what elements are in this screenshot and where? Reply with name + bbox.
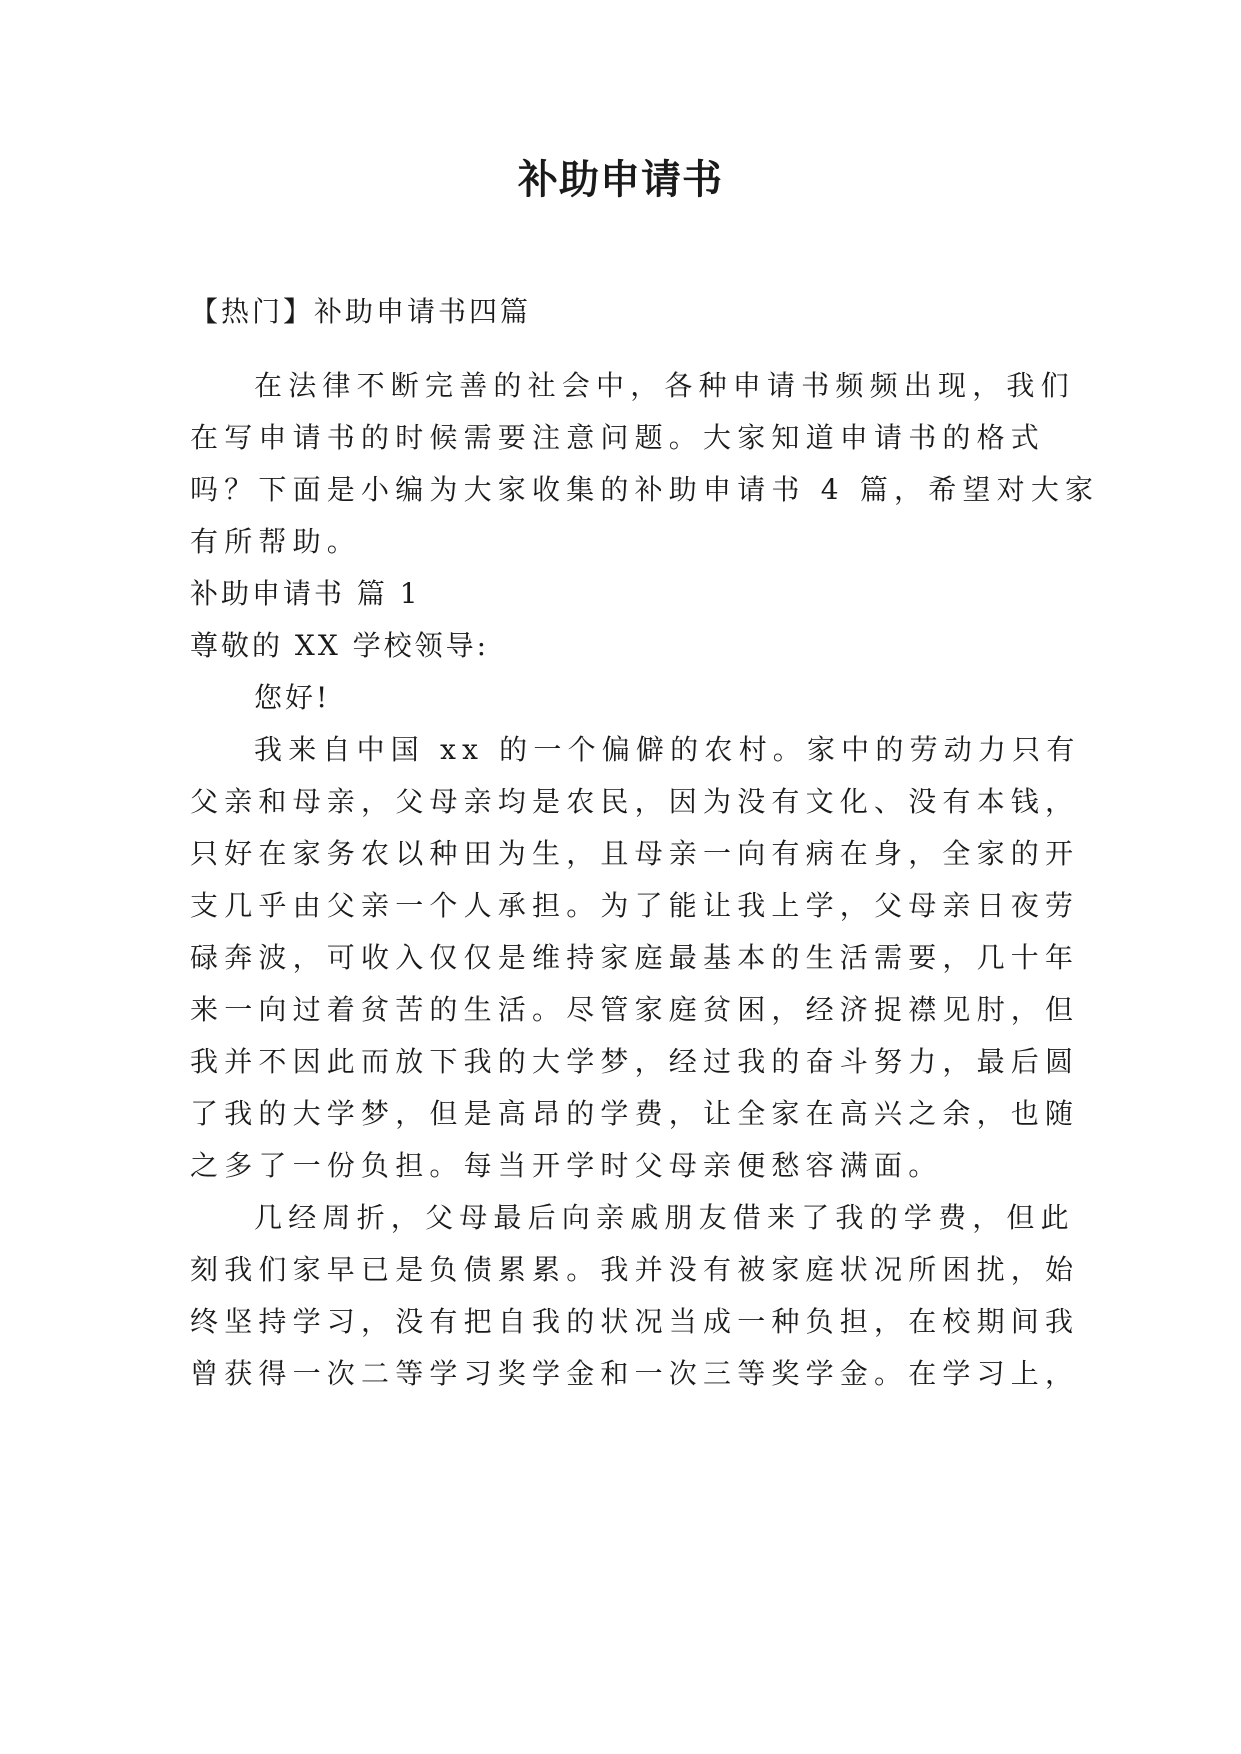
intro-line: 有所帮助。 [190,525,362,558]
intro-line: 吗？下面是小编为大家收集的补助申请书 4 篇，希望对大家 [190,473,1100,506]
paragraph-line: 曾获得一次二等学习奖学金和一次三等奖学金。在学习上， [190,1357,1080,1390]
paragraph-line: 了我的大学梦，但是高昂的学费，让全家在高兴之余，也随 [190,1097,1080,1130]
letter-greeting: 您好! [254,681,331,714]
document-title: 补助申请书 [518,157,723,203]
paragraph-line: 来一向过着贫苦的生活。尽管家庭贫困，经济捉襟见肘，但 [190,993,1080,1026]
paragraph-line: 我来自中国 xx 的一个偏僻的农村。家中的劳动力只有 [254,733,1081,766]
section-heading: 补助申请书 篇 1 [190,577,421,610]
paragraph-line: 碌奔波，可收入仅仅是维持家庭最基本的生活需要，几十年 [190,941,1080,974]
paragraph-line: 支几乎由父亲一个人承担。为了能让我上学，父母亲日夜劳 [190,889,1080,922]
paragraph-line: 几经周折，父母最后向亲戚朋友借来了我的学费，但此 [254,1201,1075,1234]
paragraph-line: 之多了一份负担。每当开学时父母亲便愁容满面。 [190,1149,943,1182]
paragraph-line: 只好在家务农以种田为生，且母亲一向有病在身，全家的开 [190,837,1080,870]
paragraph-line: 父亲和母亲，父母亲均是农民，因为没有文化、没有本钱， [190,785,1080,818]
intro-line: 在写申请书的时候需要注意问题。大家知道申请书的格式 [190,421,1046,454]
paragraph-line: 我并不因此而放下我的大学梦，经过我的奋斗努力，最后圆 [190,1045,1080,1078]
intro-line: 在法律不断完善的社会中，各种申请书频频出现，我们 [254,369,1075,402]
letter-salutation: 尊敬的 XX 学校领导: [190,629,490,662]
document-subtitle: 【热门】补助申请书四篇 [190,295,532,328]
paragraph-line: 终坚持学习，没有把自我的状况当成一种负担，在校期间我 [190,1305,1080,1338]
paragraph-line: 刻我们家早已是负债累累。我并没有被家庭状况所困扰，始 [190,1253,1080,1286]
